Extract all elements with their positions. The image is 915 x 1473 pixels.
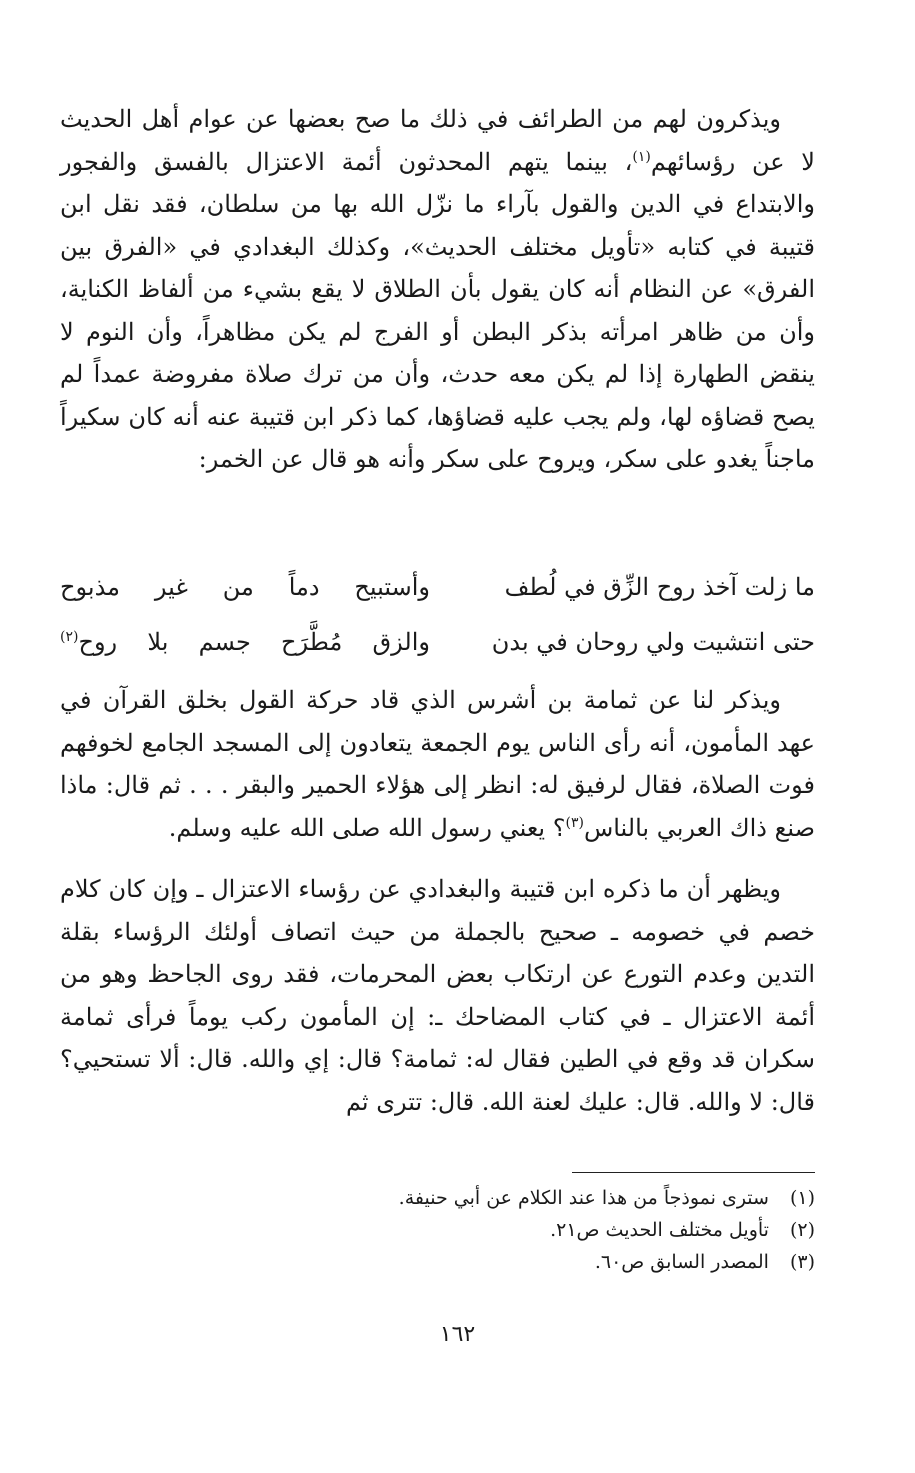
verse-2-second-hemistich — [60, 628, 430, 656]
page-number: ١٦٢ — [439, 1322, 476, 1347]
footnote-marker-2: (٢) — [60, 629, 79, 645]
main-text-top — [60, 98, 815, 481]
paragraph-3: ويظهر أن ما ذكره ابن قتيبة والبغدادي عن رؤساء الاعتزال ـ وإن كان كلام خصم في خصومه ـ صحيح بالجملة من حيث اتصاف أولئك الرؤساء بقلة التدين وعدم التورع عن ارتكاب بعض المحرمات، فقد روى الجاحظ وهو من أئمة الاعتزال ـ في كتاب المضاحك ـ: إن المأمون ركب يوماً فرأى ثمامة سكران قد وقع في الطين فقال له: ثمامة؟ قال: إي والله. قال: ألا تستحيي؟ قال: لا والله. قال: عليك لعنة الله. قال: تترى ثم — [60, 875, 815, 1116]
poem-verses — [60, 573, 815, 683]
footnote-marker-3: (٣) — [565, 814, 584, 831]
paragraph-2-part-b: ؟ يعني رسول الله صلى الله عليه وسلم. — [168, 813, 566, 842]
verse-1-second-hemistich: وأستبيح دماً من غير مذبوح — [60, 573, 430, 601]
footnote-text: المصدر السابق ص٦٠. — [594, 1251, 769, 1273]
footnote-text: سترى نموذجاً من هذا عند الكلام عن أبي حنيفة. — [398, 1187, 769, 1209]
paragraph-1-part-a: ويذكرون لهم من الطرائف في ذلك ما صح بعضها عن عوام أهل الحديث لا عن رؤسائهم — [60, 105, 815, 176]
verse-line-2 — [60, 628, 815, 683]
paragraph-2 — [60, 679, 815, 849]
footnote-2 — [60, 1214, 815, 1246]
verse-1-first-hemistich: ما زلت آخذ روح الزِّق في لُطف — [504, 573, 815, 601]
footnote-marker-1: (١) — [632, 148, 651, 165]
footnote-separator — [572, 1172, 815, 1173]
paragraph-1 — [60, 98, 815, 481]
footnote-number: (٣) — [789, 1251, 815, 1273]
verse-2-first-hemistich: حتى انتشيت ولي روحان في بدن — [491, 628, 815, 656]
footnote-number: (٢) — [789, 1219, 815, 1241]
paragraph-2-part-a: ويذكر لنا عن ثمامة بن أشرس الذي قاد حركة القول بخلق القرآن في عهد المأمون، أنه رأى الناس يوم الجمعة يتعادون إلى المسجد الجامع لخوفهم فوت الصلاة، فقال لرفيق له: انظر إلى هؤلاء الحمير والبقر . . . ثم قال: ماذا صنع ذاك العربي بالناس — [60, 686, 815, 842]
main-text-middle — [60, 679, 815, 849]
footnote-3 — [60, 1246, 815, 1278]
footnotes — [60, 1182, 815, 1278]
main-text-bottom — [60, 868, 815, 1123]
verse-2-second-text: والزق مُطَّرَح جسم بلا روح — [78, 628, 430, 656]
footnote-text: تأويل مختلف الحديث ص٢١. — [550, 1219, 769, 1241]
footnote-number: (١) — [789, 1187, 815, 1209]
verse-line-1 — [60, 573, 815, 628]
paragraph-1-part-b: ، بينما يتهم المحدثون أئمة الاعتزال بالفسق والفجور والابتداع في الدين والقول بآراء ما نزّل الله بها من سلطان، فقد نقل ابن قتيبة في كتابه «تأويل مختلف الحديث»، وكذلك البغدادي في «الفرق بين الفرق» عن النظام أنه كان يقول بأن الطلاق لا يقع بشيء من ألفاظ الكناية، وأن من ظاهر امرأته بذكر البطن أو الفرج لم يكن مظاهراً، وأن النوم لا ينقض الطهارة إذا لم يكن معه حدث، وأن من ترك صلاة مفروضة عمداً لم يصح قضاؤه لها، ولم يجب عليه قضاؤها، كما ذكر ابن قتيبة عنه أنه كان سكيراً ماجناً يغدو على سكر، ويروح على سكر وأنه هو قال عن الخمر: — [60, 147, 815, 473]
footnote-1 — [60, 1182, 815, 1214]
